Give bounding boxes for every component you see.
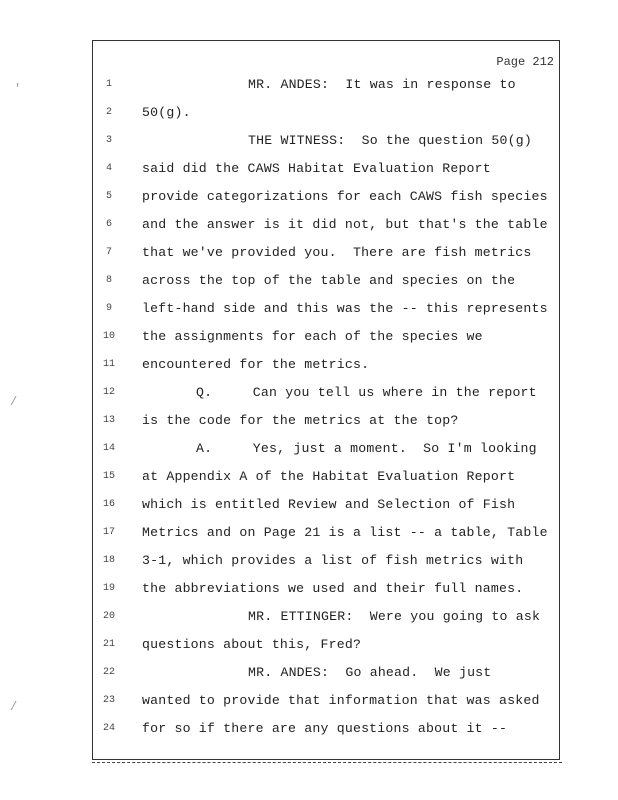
transcript-page-frame	[92, 40, 560, 760]
transcript-line: the assignments for each of the species we	[142, 329, 483, 344]
line-number: 2	[105, 107, 112, 118]
transcript-line: MR. ANDES: It was in response to	[248, 77, 516, 92]
line-number: 10	[102, 331, 115, 342]
line-number: 23	[102, 695, 115, 706]
transcript-line: THE WITNESS: So the question 50(g)	[248, 133, 532, 148]
bottom-rule	[92, 762, 562, 763]
transcript-line: and the answer is it did not, but that's the table	[142, 217, 548, 232]
line-number: 12	[102, 387, 115, 398]
margin-mark: /	[10, 700, 18, 714]
line-number: 19	[102, 583, 115, 594]
transcript-line: across the top of the table and species on the	[142, 273, 516, 288]
transcript-line: wanted to provide that information that was asked	[142, 693, 540, 708]
line-number: 1	[105, 79, 112, 90]
margin-mark: /	[10, 395, 18, 409]
line-number: 13	[102, 415, 115, 426]
line-number: 9	[105, 303, 112, 314]
line-number: 8	[105, 275, 112, 286]
page-number: Page 212	[496, 55, 554, 69]
transcript-line: Q. Can you tell us where in the report	[196, 385, 537, 400]
transcript-line: the abbreviations we used and their full names.	[142, 581, 524, 596]
line-number: 11	[102, 359, 115, 370]
transcript-line: 50(g).	[142, 105, 191, 120]
line-number: 22	[102, 667, 115, 678]
line-number: 15	[102, 471, 115, 482]
line-number: 5	[105, 191, 112, 202]
line-number: 14	[102, 443, 115, 454]
line-number: 18	[102, 555, 115, 566]
transcript-line: Metrics and on Page 21 is a list -- a table, Table	[142, 525, 548, 540]
margin-mark: '	[14, 82, 22, 96]
transcript-line: encountered for the metrics.	[142, 357, 370, 372]
line-number: 3	[105, 135, 112, 146]
transcript-line: left-hand side and this was the -- this represents	[142, 301, 548, 316]
transcript-line: at Appendix A of the Habitat Evaluation Report	[142, 469, 516, 484]
line-number: 17	[102, 527, 115, 538]
transcript-line: said did the CAWS Habitat Evaluation Report	[142, 161, 491, 176]
transcript-line: questions about this, Fred?	[142, 637, 362, 652]
transcript-line: MR. ETTINGER: Were you going to ask	[248, 609, 541, 624]
line-number: 21	[102, 639, 115, 650]
line-number: 7	[105, 247, 112, 258]
transcript-line: provide categorizations for each CAWS fish species	[142, 189, 548, 204]
transcript-line: which is entitled Review and Selection of Fish	[142, 497, 516, 512]
line-number: 20	[102, 611, 115, 622]
line-number: 16	[102, 499, 115, 510]
transcript-line: 3-1, which provides a list of fish metrics with	[142, 553, 524, 568]
transcript-line: that we've provided you. There are fish metrics	[142, 245, 532, 260]
transcript-line: for so if there are any questions about it --	[142, 721, 508, 736]
transcript-line: A. Yes, just a moment. So I'm looking	[196, 441, 537, 456]
line-number: 24	[102, 723, 115, 734]
transcript-line: MR. ANDES: Go ahead. We just	[248, 665, 492, 680]
transcript-line: is the code for the metrics at the top?	[142, 413, 459, 428]
line-number: 4	[105, 163, 112, 174]
line-number: 6	[105, 219, 112, 230]
